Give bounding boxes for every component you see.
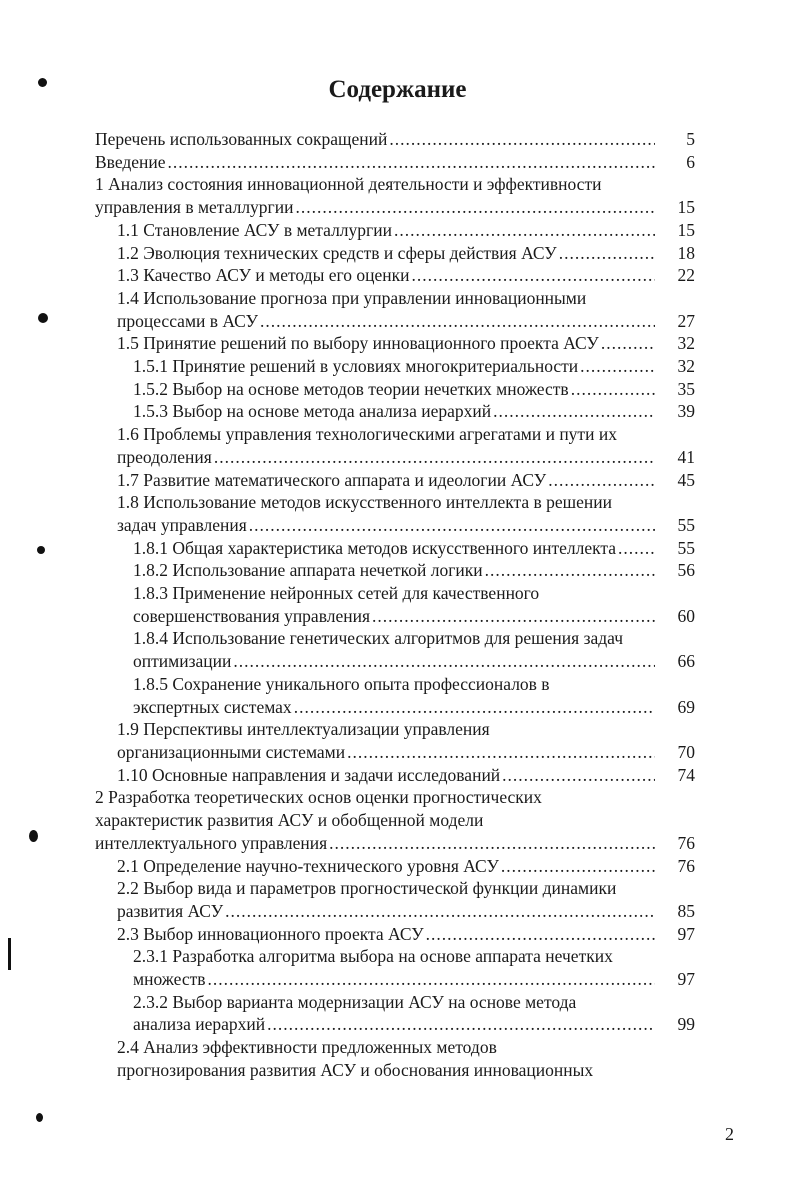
dot-leader xyxy=(501,855,655,878)
toc-entry-title: 1.5.2 Выбор на основе методов теории нечетких множеств xyxy=(133,378,569,399)
toc-entry[interactable] xyxy=(117,287,695,332)
dot-leader xyxy=(394,219,655,242)
toc-entry-title: 1.5.1 Принятие решений в условиях многокритериальности xyxy=(133,356,579,377)
dot-leader xyxy=(601,332,655,355)
dot-leader xyxy=(214,446,655,469)
toc-page-number: 76 xyxy=(677,855,695,876)
toc-entry-title: преодоления xyxy=(117,446,212,467)
toc-entry[interactable] xyxy=(133,537,695,560)
toc-entry-title: прогнозирования развития АСУ и обоснования инновационных xyxy=(117,1059,594,1080)
toc-entry-title: 2.3.1 Разработка алгоритма выбора на основе аппарата нечетких xyxy=(133,946,613,967)
scan-mark xyxy=(8,938,11,970)
toc-page-number: 41 xyxy=(677,446,695,467)
toc-entry-title: 1.9 Перспективы интеллектуализации управления xyxy=(117,719,490,740)
dot-leader xyxy=(208,968,656,991)
toc-entry[interactable] xyxy=(117,332,695,355)
toc-entry[interactable] xyxy=(133,582,695,627)
toc-entry-title: 2 Разработка теоретических основ оценки прогностических xyxy=(95,787,542,808)
scan-speck xyxy=(37,546,45,554)
dot-leader xyxy=(168,151,655,174)
dot-leader xyxy=(618,537,655,560)
toc-entry-title: 1.3 Качество АСУ и методы его оценки xyxy=(117,265,410,286)
dot-leader xyxy=(267,1013,655,1036)
table-of-contents xyxy=(0,128,795,1082)
toc-entry[interactable] xyxy=(133,559,695,582)
toc-entry[interactable] xyxy=(133,378,695,401)
toc-entry-title: 1.8.2 Использование аппарата нечеткой логики xyxy=(133,560,483,581)
toc-entry[interactable] xyxy=(117,491,695,536)
dot-leader xyxy=(233,650,655,673)
toc-page-number: 99 xyxy=(677,1014,695,1035)
toc-entry-title: характеристик развития АСУ и обобщенной модели xyxy=(95,810,484,831)
scan-speck xyxy=(38,78,47,87)
toc-entry-title: анализа иерархий xyxy=(133,1014,266,1035)
toc-entry-title: 1.1 Становление АСУ в металлургии xyxy=(117,219,392,240)
toc-page-number: 70 xyxy=(677,741,695,762)
toc-entry-title: 2.2 Выбор вида и параметров прогностической функции динамики xyxy=(117,878,617,899)
toc-entry-title: 1.8.4 Использование генетических алгоритмов для решения задач xyxy=(133,628,624,649)
toc-page-number: 15 xyxy=(677,197,695,218)
toc-entry[interactable] xyxy=(95,173,695,218)
dot-leader xyxy=(571,378,655,401)
dot-leader xyxy=(485,559,655,582)
toc-entry-title: процессами в АСУ xyxy=(117,310,258,331)
toc-entry-title: организационными системами xyxy=(117,741,346,762)
toc-page-number: 22 xyxy=(677,265,695,286)
toc-page-number: 39 xyxy=(677,401,695,422)
scan-speck xyxy=(29,830,38,842)
toc-entry[interactable] xyxy=(117,877,695,922)
scan-speck xyxy=(36,1113,43,1122)
dot-leader xyxy=(329,832,655,855)
toc-page-number: 32 xyxy=(677,333,695,354)
toc-entry[interactable] xyxy=(133,945,695,990)
toc-page-number: 27 xyxy=(677,310,695,331)
toc-page-number: 76 xyxy=(677,832,695,853)
toc-entry[interactable] xyxy=(95,151,695,174)
toc-entry-title: 1.8.5 Сохранение уникального опыта профессионалов в xyxy=(133,673,550,694)
toc-entry-title: 1.6 Проблемы управления технологическими агрегатами и пути их xyxy=(117,424,617,445)
dot-leader xyxy=(389,128,655,151)
dot-leader xyxy=(493,400,655,423)
toc-entry-title: 2.1 Определение научно-технического уровня АСУ xyxy=(117,855,499,876)
toc-entry-title: 1.10 Основные направления и задачи исследований xyxy=(117,764,501,785)
toc-entry-title: совершенствования управления xyxy=(133,605,371,626)
toc-entry[interactable] xyxy=(117,264,695,287)
toc-page-number: 97 xyxy=(677,969,695,990)
dot-leader xyxy=(580,355,655,378)
toc-page-number: 97 xyxy=(677,923,695,944)
toc-entry-title: 1.8.1 Общая характеристика методов искусственного интеллекта xyxy=(133,537,617,558)
toc-entry[interactable] xyxy=(133,673,695,718)
toc-entry-title: 1.4 Использование прогноза при управлении инновационными xyxy=(117,287,587,308)
toc-entry-title: 1.5 Принятие решений по выбору инновационного проекта АСУ xyxy=(117,333,599,354)
page-number: 2 xyxy=(725,1124,734,1144)
toc-page-number: 45 xyxy=(677,469,695,490)
toc-page-number: 69 xyxy=(677,696,695,717)
toc-entry[interactable] xyxy=(117,242,695,265)
toc-page-number: 66 xyxy=(677,651,695,672)
dot-leader xyxy=(295,196,655,219)
toc-page-number: 74 xyxy=(677,764,695,785)
dot-leader xyxy=(249,514,655,537)
toc-entry[interactable] xyxy=(117,923,695,946)
toc-entry[interactable] xyxy=(117,1036,695,1081)
toc-entry-title: 1.7 Развитие математического аппарата и идеологии АСУ xyxy=(117,469,547,490)
toc-entry[interactable] xyxy=(117,764,695,787)
toc-entry[interactable] xyxy=(95,786,695,854)
dot-leader xyxy=(411,264,655,287)
dot-leader xyxy=(502,764,655,787)
toc-entry-title: 2.3.2 Выбор варианта модернизации АСУ на основе метода xyxy=(133,991,577,1012)
dot-leader xyxy=(347,741,655,764)
toc-entry-title: 1.8 Использование методов искусственного интеллекта в решении xyxy=(117,492,613,513)
dot-leader xyxy=(294,696,655,719)
dot-leader xyxy=(225,900,655,923)
toc-entry[interactable] xyxy=(117,855,695,878)
toc-page-number: 18 xyxy=(677,242,695,263)
toc-page-number: 35 xyxy=(677,378,695,399)
toc-entry-title: 1.8.3 Применение нейронных сетей для качественного xyxy=(133,583,540,604)
toc-page-number: 6 xyxy=(686,151,695,172)
toc-entry-title: оптимизации xyxy=(133,651,232,672)
toc-page-number: 55 xyxy=(677,514,695,535)
toc-page-number: 5 xyxy=(686,129,695,149)
toc-entry[interactable] xyxy=(95,128,695,151)
toc-entry[interactable] xyxy=(117,718,695,763)
toc-entry[interactable] xyxy=(117,219,695,242)
toc-entry-title: 2.4 Анализ эффективности предложенных методов xyxy=(117,1037,497,1058)
dot-leader xyxy=(559,242,655,265)
toc-page-number: 55 xyxy=(677,537,695,558)
toc-entry-title: задач управления xyxy=(117,514,247,535)
toc-entry[interactable] xyxy=(133,400,695,423)
toc-entry[interactable] xyxy=(133,991,695,1036)
toc-entry-title: 2.3 Выбор инновационного проекта АСУ xyxy=(117,923,424,944)
toc-entry[interactable] xyxy=(133,355,695,378)
page-title: Содержание xyxy=(328,76,467,103)
dot-leader xyxy=(426,923,655,946)
dot-leader xyxy=(372,605,655,628)
toc-entry[interactable] xyxy=(117,423,695,468)
toc-entry-title: 1 Анализ состояния инновационной деятельности и эффективности xyxy=(95,174,602,195)
toc-entry-title: интеллектуального управления xyxy=(95,832,328,853)
toc-entry-title: множеств xyxy=(133,969,206,990)
toc-entry-title: Перечень использованных сокращений xyxy=(95,129,388,149)
toc-entry-title: экспертных системах xyxy=(133,696,292,717)
toc-page-number: 85 xyxy=(677,900,695,921)
scan-speck xyxy=(38,313,48,323)
toc-entry-title: Введение xyxy=(95,151,166,172)
dot-leader xyxy=(548,469,655,492)
toc-entry-title: 1.2 Эволюция технических средств и сферы действия АСУ xyxy=(117,242,557,263)
toc-page-number: 32 xyxy=(677,356,695,377)
toc-entry[interactable] xyxy=(117,469,695,492)
toc-page-number: 56 xyxy=(677,560,695,581)
toc-entry-title: 1.5.3 Выбор на основе метода анализа иерархий xyxy=(133,401,492,422)
toc-entry-title: развития АСУ xyxy=(117,900,224,921)
toc-entry[interactable] xyxy=(133,627,695,672)
dot-leader xyxy=(260,310,655,333)
toc-page-number: 15 xyxy=(677,219,695,240)
toc-entry-title: управления в металлургии xyxy=(95,197,294,218)
toc-page-number: 60 xyxy=(677,605,695,626)
